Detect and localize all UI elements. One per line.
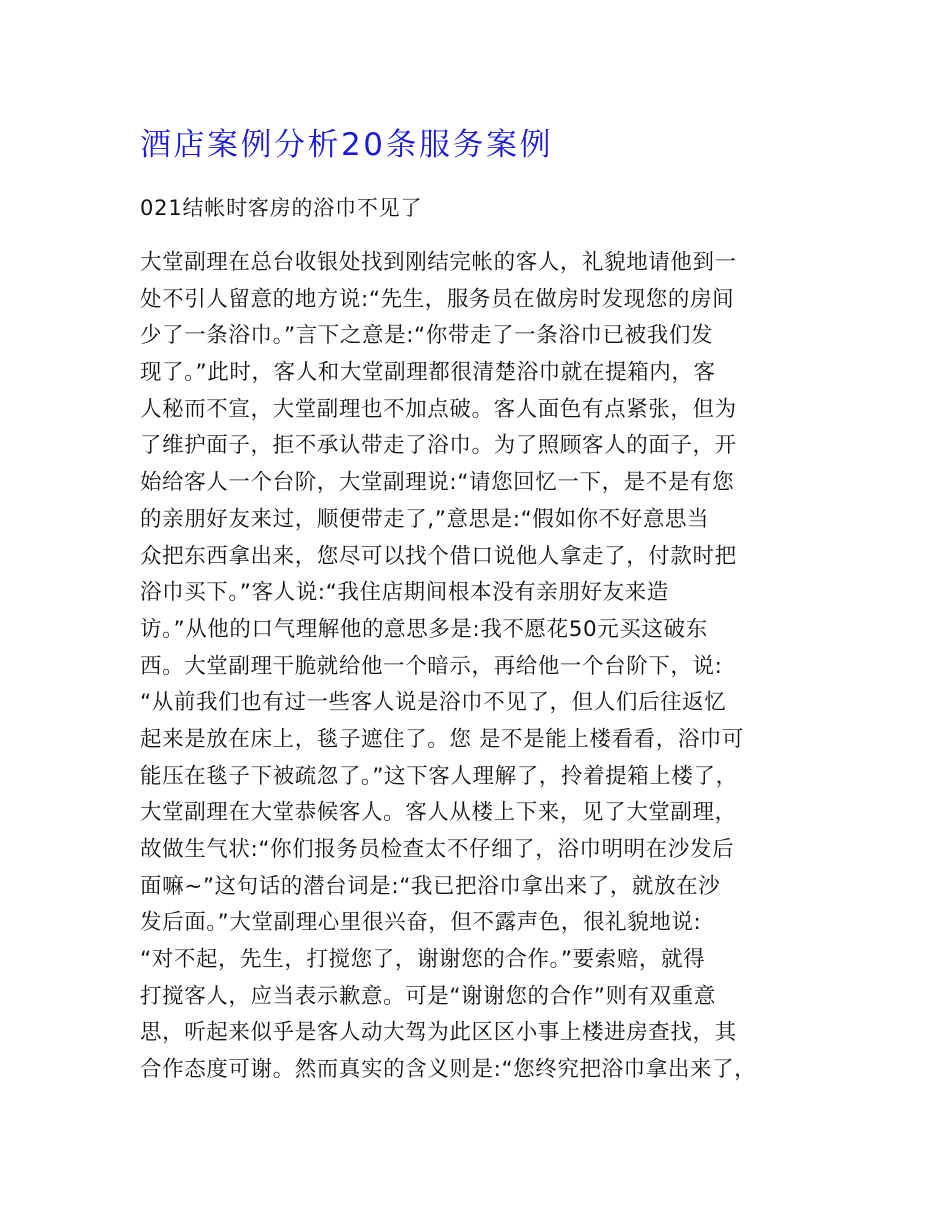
body-line: 故做生气状:“你们报务员检查太不仔细了，浴巾明明在沙发后 (140, 837, 735, 862)
body-line: 大堂副理在总台收银处找到刚结完帐的客人，礼貌地请他到一 (140, 250, 737, 275)
body-line: “对不起，先生，打搅您了，谢谢您的合作。”要索赔，就得 (140, 947, 706, 973)
body-line: 起来是放在床上，毯子遮住了。您 是不是能上楼看看，浴巾可 (140, 726, 745, 752)
case-heading: 021结帐时客房的浴巾不见了 (140, 196, 423, 220)
body-line: 众把东西拿出来，您尽可以找个借口说他人拿走了，付款时把 (140, 543, 737, 569)
body-line: 西。大堂副理干脆就给他一个暗示，再给他一个台阶下，说: (140, 653, 723, 679)
body-line: 现了。”此时，客人和大堂副理都很清楚浴巾就在提箱内，客 (140, 360, 716, 386)
body-line: 面嘛~”这句话的潜台词是:“我已把浴巾拿出来了，就放在沙 (140, 873, 721, 899)
body-line: 始给客人一个台阶，大堂副理说:“请您回忆一下，是不是有您 (140, 470, 735, 496)
body-line: 人秘而不宣，大堂副理也不加点破。客人面色有点紧张，但为 (140, 396, 737, 422)
body-line: 打搅客人，应当表示歉意。可是“谢谢您的合作”则有双重意 (140, 983, 716, 1009)
document-title: 酒店案例分析20条服务案例 (140, 127, 553, 163)
body-line: 少了一条浴巾。”言下之意是:“你带走了一条浴巾已被我们发 (140, 323, 714, 349)
body-line: 发后面。”大堂副理心里很兴奋，但不露声色，很礼貌地说: (140, 910, 702, 936)
body-line: 浴巾买下。”客人说:“我住店期间根本没有亲朋好友来造 (140, 580, 669, 606)
body-line: 能压在毯子下被疏忽了。”这下客人理解了，拎着提箱上楼了， (140, 763, 738, 789)
case-body (140, 245, 840, 1089)
body-line: 合作态度可谢。然而真实的含义则是:“您终究把浴巾拿出来了， (140, 1057, 757, 1083)
body-line: 处不引人留意的地方说:“先生，服务员在做房时发现您的房间 (140, 286, 735, 312)
body-line: 大堂副理在大堂恭候客人。客人从楼上下来，见了大堂副理， (140, 800, 737, 826)
body-line: 了维护面子，拒不承认带走了浴巾。为了照顾客人的面子，开 (140, 433, 737, 459)
body-line: 的亲朋好友来过，顺便带走了,”意思是:“假如你不好意思当 (140, 506, 710, 532)
body-line: 思，听起来似乎是客人动大驾为此区区小事上楼进房查找，其 (140, 1020, 737, 1046)
body-line: 访。”从他的口气理解他的意思多是:我不愿花50元买这破东 (140, 616, 708, 642)
body-line: “从前我们也有过一些客人说是浴巾不见了，但人们后往返忆 (140, 690, 727, 716)
